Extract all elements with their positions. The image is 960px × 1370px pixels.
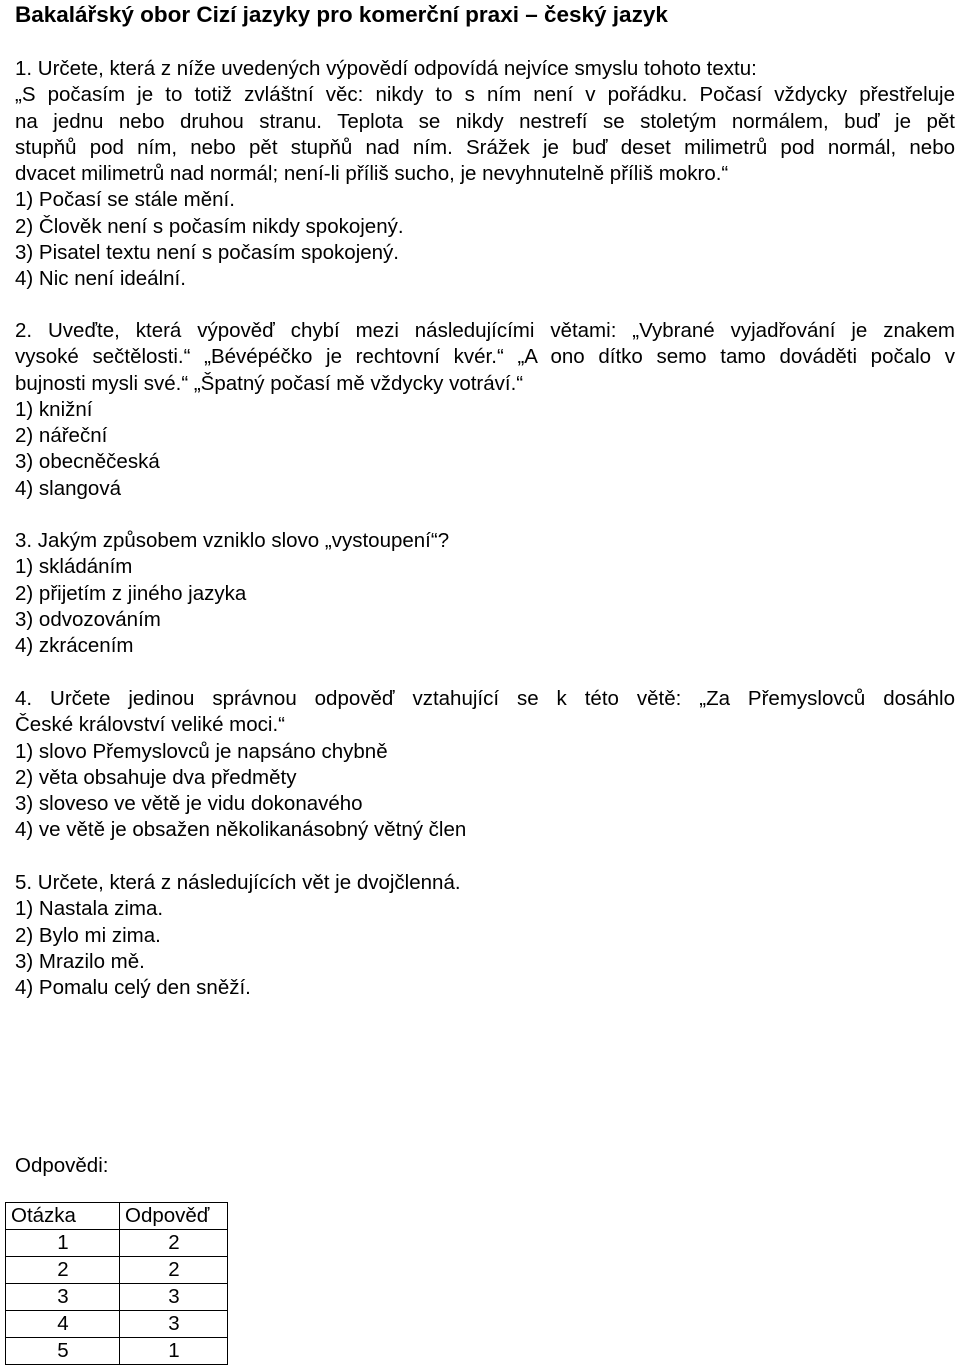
answers-header-row: [6, 1203, 228, 1230]
table-row: [6, 1257, 228, 1284]
question-1-option: 1) Počasí se stále mění.: [15, 188, 235, 212]
question-2: [15, 318, 955, 502]
answer-value: 3: [120, 1311, 228, 1338]
question-1-option: 2) Člověk není s počasím nikdy spokojený.: [15, 214, 404, 238]
question-2-option: 4) slangová: [15, 476, 121, 500]
question-3-prompt: 3. Jakým způsobem vzniklo slovo „vystoupení“?: [15, 529, 450, 552]
question-2-option: 3) obecněčeská: [15, 450, 160, 474]
question-1-prompt: 1. Určete, která z níže uvedených výpovědí odpovídá nejvíce smyslu tohoto textu:: [15, 57, 757, 80]
question-3-option: 2) přijetím z jiného jazyka: [15, 581, 247, 605]
question-3-option: 1) skládáním: [15, 555, 133, 579]
answer-value: 2: [120, 1257, 228, 1284]
answer-value: 3: [120, 1284, 228, 1311]
table-row: [6, 1338, 228, 1365]
question-1-quote-line: na jednu nebo druhou stranu. Teplota se nikdy nestrefí se stoletým normálem, buď je pět: [15, 109, 955, 133]
question-1-option: 4) Nic není ideální.: [15, 267, 186, 291]
answer-question-number: 4: [6, 1311, 120, 1338]
question-5-option: 4) Pomalu celý den sněží.: [15, 976, 251, 1000]
question-2-option: 2) nářeční: [15, 424, 108, 448]
question-4-prompt: 4. Určete jedinou správnou odpověď vztahující se k této větě: „Za Přemyslovců dosáhlo: [15, 687, 955, 710]
question-2-option: 1) knižní: [15, 397, 93, 421]
answers-header-question: Otázka: [6, 1203, 120, 1230]
question-2-prompt: vysoké sečtělosti.“ „Bévépéčko je rechtovní kvér.“ „A ono dítko semo tamo dováděti počalo v: [15, 345, 955, 369]
answers-label: Odpovědi:: [15, 1154, 109, 1177]
question-4-option: 3) sloveso ve větě je vidu dokonavého: [15, 792, 363, 816]
answer-question-number: 2: [6, 1257, 120, 1284]
question-1-option: 3) Pisatel textu není s počasím spokojený.: [15, 241, 400, 265]
question-1-quote-line: dvacet milimetrů nad normál; není-li příliš sucho, je nevyhnutelně příliš mokro.“: [15, 162, 729, 186]
question-4-prompt: České království veliké moci.“: [15, 713, 285, 737]
document-title: Bakalářský obor Cizí jazyky pro komerční praxi – český jazyk: [15, 2, 668, 27]
table-row: [6, 1311, 228, 1338]
answer-question-number: 5: [6, 1338, 120, 1365]
question-2-prompt: bujnosti mysli své.“ „Špatný počasí mě vždycky votráví.“: [15, 371, 524, 395]
question-4-option: 4) ve větě je obsažen několikanásobný větný člen: [15, 818, 467, 842]
question-3: [15, 528, 955, 659]
question-2-prompt: 2. Uveďte, která výpověď chybí mezi následujícími větami: „Vybrané vyjadřování je znakem: [15, 319, 955, 342]
answer-question-number: 1: [6, 1230, 120, 1257]
answer-question-number: 3: [6, 1284, 120, 1311]
table-row: [6, 1284, 228, 1311]
question-1: [15, 56, 955, 293]
answer-value: 1: [120, 1338, 228, 1365]
question-4: [15, 686, 955, 844]
question-5: [15, 870, 955, 1001]
question-4-option: 1) slovo Přemyslovců je napsáno chybně: [15, 739, 388, 763]
answers-header-answer: Odpověď: [120, 1203, 228, 1230]
question-5-option: 1) Nastala zima.: [15, 897, 164, 921]
question-1-quote-line: „S počasím je to totiž zvláštní věc: nikdy to s ním není v pořádku. Počasí vždycky přestřeluje: [15, 83, 955, 107]
question-1-quote-line: stupňů pod ním, nebo pět stupňů nad ním. Srážek je buď deset milimetrů pod normál, nebo: [15, 135, 955, 159]
question-5-option: 3) Mrazilo mě.: [15, 949, 145, 973]
answer-value: 2: [120, 1230, 228, 1257]
question-3-option: 3) odvozováním: [15, 607, 161, 631]
question-4-option: 2) věta obsahuje dva předměty: [15, 765, 297, 789]
question-3-option: 4) zkrácením: [15, 634, 134, 658]
document-page: [11, 0, 955, 1362]
answers-table: [5, 1202, 228, 1365]
table-row: [6, 1230, 228, 1257]
question-5-prompt: 5. Určete, která z následujících vět je dvojčlenná.: [15, 871, 461, 894]
question-5-option: 2) Bylo mi zima.: [15, 923, 161, 947]
